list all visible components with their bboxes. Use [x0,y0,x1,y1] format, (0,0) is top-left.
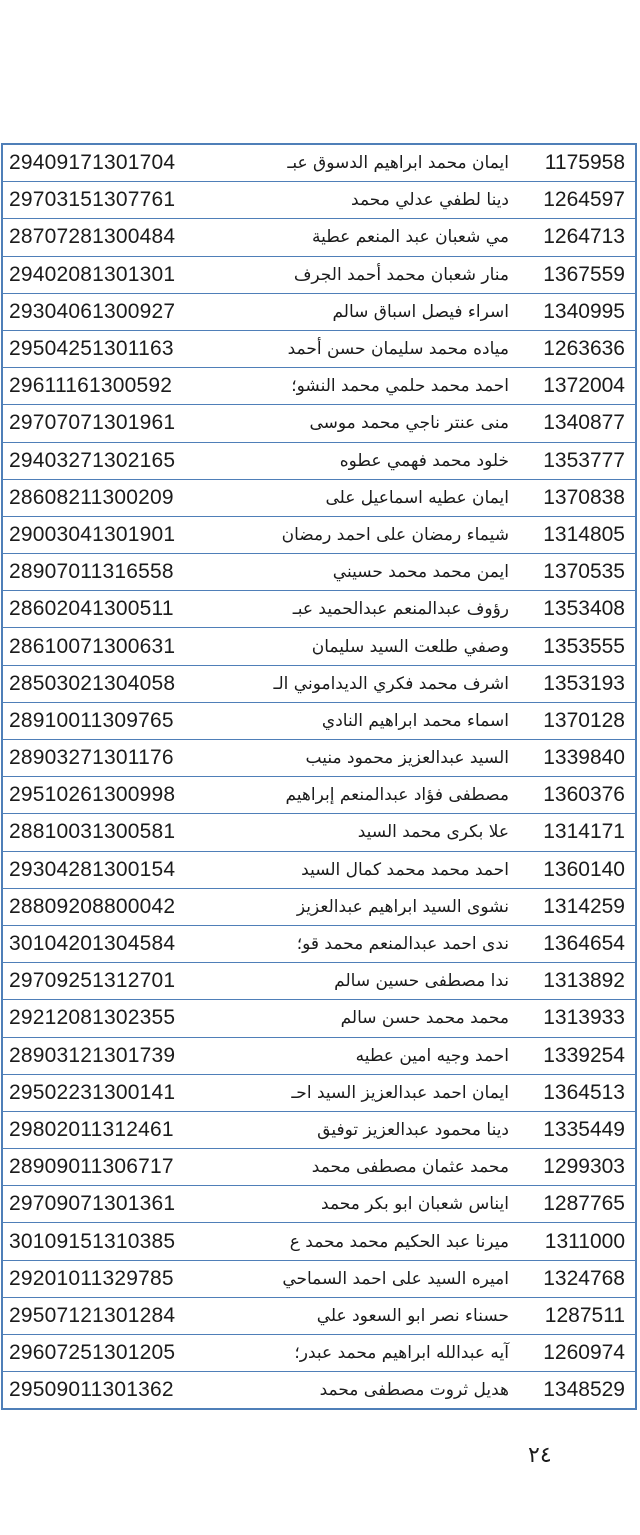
code-cell: 1314259 [513,888,636,925]
name-cell: مي شعبان عبد المنعم عطية [213,219,513,256]
table-row [2,888,636,925]
name-cell: شيماء رمضان على احمد رمضان [213,516,513,553]
name-cell: ايمان عطيه اسماعيل على [213,479,513,516]
name-cell: دينا لطفي عدلي محمد [213,182,513,219]
code-cell: 1353193 [513,665,636,702]
name-cell: هديل ثروت مصطفى محمد [213,1372,513,1410]
national-id-cell: 29003041301901 [2,516,213,553]
name-cell: مصطفى فؤاد عبدالمنعم إبراهيم [213,777,513,814]
name-cell: ايمان احمد عبدالعزيز السيد احـ [213,1074,513,1111]
national-id-cell: 28503021304058 [2,665,213,702]
name-cell: محمد محمد حسن سالم [213,1000,513,1037]
code-cell: 1367559 [513,256,636,293]
table-row [2,1074,636,1111]
name-cell: اسماء محمد ابراهيم النادي [213,702,513,739]
table-row [2,516,636,553]
code-cell: 1313933 [513,1000,636,1037]
name-cell: منار شعبان محمد أحمد الجرف [213,256,513,293]
code-cell: 1339254 [513,1037,636,1074]
national-id-cell: 28903121301739 [2,1037,213,1074]
code-cell: 1264597 [513,182,636,219]
code-cell: 1339840 [513,740,636,777]
table-row [2,702,636,739]
table-row [2,144,636,182]
national-id-cell: 29709071301361 [2,1186,213,1223]
name-cell: دينا محمود عبدالعزيز توفيق [213,1111,513,1148]
national-id-cell: 28907011316558 [2,554,213,591]
code-cell: 1287765 [513,1186,636,1223]
table-row [2,925,636,962]
table-row [2,293,636,330]
code-cell: 1353777 [513,442,636,479]
name-cell: مياده محمد سليمان حسن أحمد [213,330,513,367]
code-cell: 1264713 [513,219,636,256]
national-id-cell: 30104201304584 [2,925,213,962]
table-row [2,1111,636,1148]
name-cell: ايمن محمد محمد حسيني [213,554,513,591]
name-cell: حسناء نصر ابو السعود علي [213,1297,513,1334]
page-number: ٢٤ [528,1443,552,1468]
table-row [2,405,636,442]
code-cell: 1364513 [513,1074,636,1111]
table-row [2,591,636,628]
name-cell: ايناس شعبان ابو بكر محمد [213,1186,513,1223]
table-row [2,219,636,256]
national-id-cell: 29409171301704 [2,144,213,182]
code-cell: 1314171 [513,814,636,851]
code-cell: 1360376 [513,777,636,814]
code-cell: 1314805 [513,516,636,553]
code-cell: 1340995 [513,293,636,330]
code-cell: 1263636 [513,330,636,367]
table-row [2,1297,636,1334]
table-row [2,1000,636,1037]
table-row [2,442,636,479]
code-cell: 1353555 [513,628,636,665]
table-row [2,1223,636,1260]
national-id-cell: 29212081302355 [2,1000,213,1037]
name-cell: احمد وجيه امين عطيه [213,1037,513,1074]
table-row [2,628,636,665]
national-id-cell: 29509011301362 [2,1372,213,1410]
table-row [2,1037,636,1074]
code-cell: 1299303 [513,1149,636,1186]
national-id-cell: 29504251301163 [2,330,213,367]
name-cell: ميرنا عبد الحكيم محمد محمد ع [213,1223,513,1260]
name-cell: اسراء فيصل اسباق سالم [213,293,513,330]
name-cell: منى عنتر ناجي محمد موسى [213,405,513,442]
national-id-cell: 29201011329785 [2,1260,213,1297]
table-row [2,1372,636,1410]
records-table [1,143,637,1410]
table-row [2,777,636,814]
name-cell: علا بكرى محمد السيد [213,814,513,851]
code-cell: 1353408 [513,591,636,628]
table-row [2,1260,636,1297]
national-id-cell: 29802011312461 [2,1111,213,1148]
table-row [2,665,636,702]
name-cell: وصفي طلعت السيد سليمان [213,628,513,665]
code-cell: 1364654 [513,925,636,962]
table-row [2,814,636,851]
name-cell: محمد عثمان مصطفى محمد [213,1149,513,1186]
table-row [2,330,636,367]
national-id-cell: 29611161300592 [2,368,213,405]
national-id-cell: 28910011309765 [2,702,213,739]
name-cell: آيه عبدالله ابراهيم محمد عبدر؛ [213,1335,513,1372]
national-id-cell: 30109151310385 [2,1223,213,1260]
table-row [2,554,636,591]
national-id-cell: 29402081301301 [2,256,213,293]
table-row [2,1149,636,1186]
records-body [2,144,636,1409]
national-id-cell: 28810031300581 [2,814,213,851]
code-cell: 1370535 [513,554,636,591]
table-row [2,740,636,777]
table-row [2,182,636,219]
table-row [2,1186,636,1223]
code-cell: 1175958 [513,144,636,182]
national-id-cell: 29510261300998 [2,777,213,814]
code-cell: 1260974 [513,1335,636,1372]
national-id-cell: 28608211300209 [2,479,213,516]
name-cell: ندى احمد عبدالمنعم محمد قو؛ [213,925,513,962]
code-cell: 1340877 [513,405,636,442]
name-cell: ندا مصطفى حسين سالم [213,963,513,1000]
table-row [2,256,636,293]
national-id-cell: 29703151307761 [2,182,213,219]
code-cell: 1335449 [513,1111,636,1148]
national-id-cell: 29607251301205 [2,1335,213,1372]
name-cell: اشرف محمد فكري الديداموني الـ [213,665,513,702]
national-id-cell: 29507121301284 [2,1297,213,1334]
national-id-cell: 28809208800042 [2,888,213,925]
name-cell: احمد محمد حلمي محمد النشو؛ [213,368,513,405]
code-cell: 1313892 [513,963,636,1000]
code-cell: 1370128 [513,702,636,739]
national-id-cell: 29403271302165 [2,442,213,479]
national-id-cell: 29304061300927 [2,293,213,330]
national-id-cell: 28707281300484 [2,219,213,256]
name-cell: احمد محمد محمد كمال السيد [213,851,513,888]
national-id-cell: 28602041300511 [2,591,213,628]
code-cell: 1287511 [513,1297,636,1334]
name-cell: ايمان محمد ابراهيم الدسوق عبـ [213,144,513,182]
national-id-cell: 29707071301961 [2,405,213,442]
code-cell: 1372004 [513,368,636,405]
table-row [2,963,636,1000]
code-cell: 1348529 [513,1372,636,1410]
code-cell: 1360140 [513,851,636,888]
name-cell: رؤوف عبدالمنعم عبدالحميد عبـ [213,591,513,628]
national-id-cell: 28903271301176 [2,740,213,777]
name-cell: السيد عبدالعزيز محمود منيب [213,740,513,777]
code-cell: 1324768 [513,1260,636,1297]
name-cell: خلود محمد فهمي عطوه [213,442,513,479]
national-id-cell: 28909011306717 [2,1149,213,1186]
national-id-cell: 29304281300154 [2,851,213,888]
table-row [2,1335,636,1372]
table-row [2,368,636,405]
name-cell: نشوى السيد ابراهيم عبدالعزيز [213,888,513,925]
code-cell: 1370838 [513,479,636,516]
national-id-cell: 28610071300631 [2,628,213,665]
code-cell: 1311000 [513,1223,636,1260]
name-cell: اميره السيد على احمد السماحي [213,1260,513,1297]
national-id-cell: 29709251312701 [2,963,213,1000]
table-row [2,479,636,516]
national-id-cell: 29502231300141 [2,1074,213,1111]
table-row [2,851,636,888]
